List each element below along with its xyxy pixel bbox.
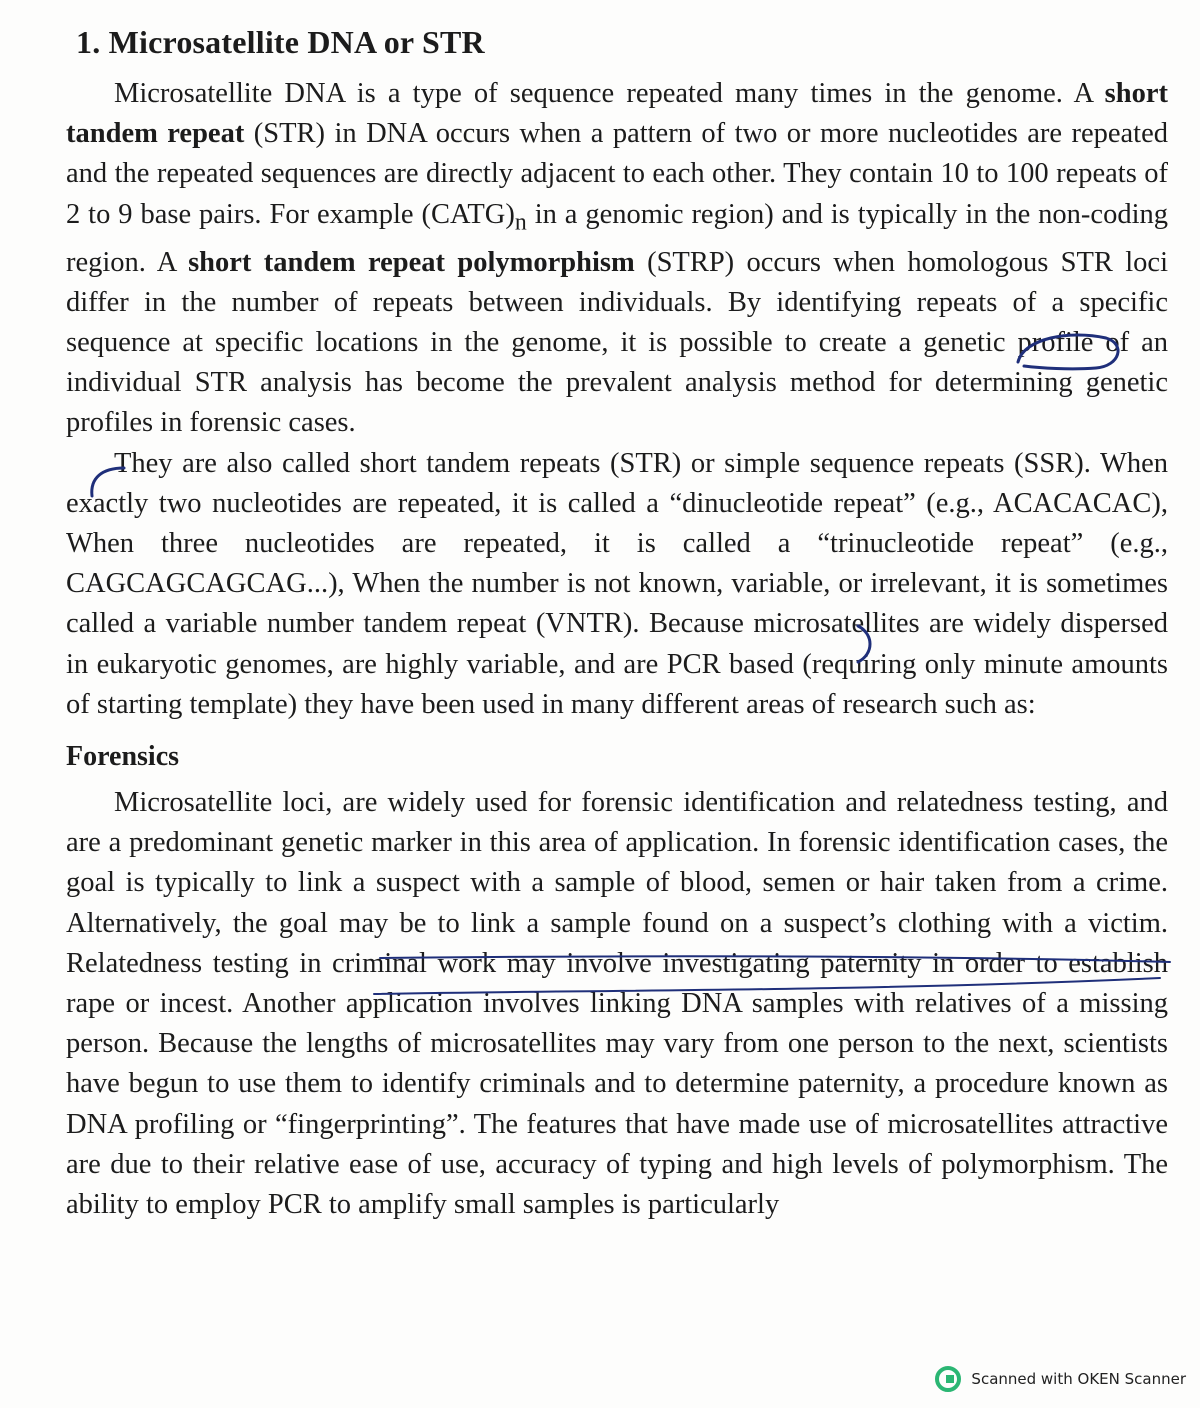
paragraph-repeat-types: They are also called short tandem repeats (STR) or simple sequence repeats (SSR). When exactly two nucleotides are repeated, it is called a “dinucleotide repeat” (e.g., ACACACAC), When three nucleotides are repeated, it is called a “trinucleotide repeat” (e.g., CAGCAGCAGCAG...), When the number is not known, variable, or irrelevant, it is sometimes called a variable number tandem repeat (VNTR). Because microsatellites are widely dispersed in eukaryotic genomes, are highly variable, and are PCR based (requiring only minute amounts of starting template) they have been used in many different areas of research such as: xyxy=(66,447,1168,720)
text-run: in a genomic region) and is typically in the non-coding region. A xyxy=(66,198,1168,278)
bold-term-strp: short tandem repeat polymorphism xyxy=(188,246,635,278)
paragraph-forensics: Microsatellite loci, are widely used for forensic identification and relatedness testing, and are a predominant genetic marker in this area of application. In forensic identification cases, the goal is typically to link a suspect with a sample of blood, semen or hair taken from a crime. Alternatively, the goal may be to link a sample found on a suspect’s clothing with a victim. Relatedness testing in criminal work may involve investigating paternity in order to establish rape or incest. Another application involves linking DNA samples with relatives of a missing person. Because the lengths of microsatellites may vary from one person to the next, scientists have begun to use them to identify criminals and to determine paternity, a procedure known as DNA profiling or “fingerprinting”. The features that have made use of microsatellites attractive are due to their relative ease of use, accuracy of typing and high levels of polymorphism. The ability to employ PCR to amplify small samples is particularly xyxy=(66,786,1168,1220)
scanner-watermark xyxy=(935,1366,1186,1392)
subscript-n: n xyxy=(514,209,527,236)
scanner-logo-icon xyxy=(935,1366,961,1392)
section-heading: 1. Microsatellite DNA or STR xyxy=(76,24,485,60)
scanner-label: Scanned with OKEN Scanner xyxy=(971,1370,1186,1388)
text-run: (STR) in DNA occurs when a pattern of two or more nucleotides are repeated and the repeated sequences are directly adjacent to each other. They contain 10 to 100 repeats of 2 to 9 base pairs. For example (CATG) xyxy=(66,118,1168,230)
bold-term-str: short tandem repeat xyxy=(66,78,1168,150)
text-run: (STRP) occurs when homologous STR loci differ in the number of repeats between individuals. By identifying repeats of a specific sequence at specific locations in the genome, it is possible to create a genetic profile of an individual STR analysis has become the prevalent analysis method for determining genetic profiles in forensic cases. xyxy=(66,246,1168,439)
text-run: Microsatellite DNA is a type of sequence repeated many times in the genome. A xyxy=(114,78,1105,109)
paragraph-str-definition xyxy=(66,74,1168,444)
document-content xyxy=(66,22,1168,1225)
forensics-subheading: Forensics xyxy=(66,740,180,772)
